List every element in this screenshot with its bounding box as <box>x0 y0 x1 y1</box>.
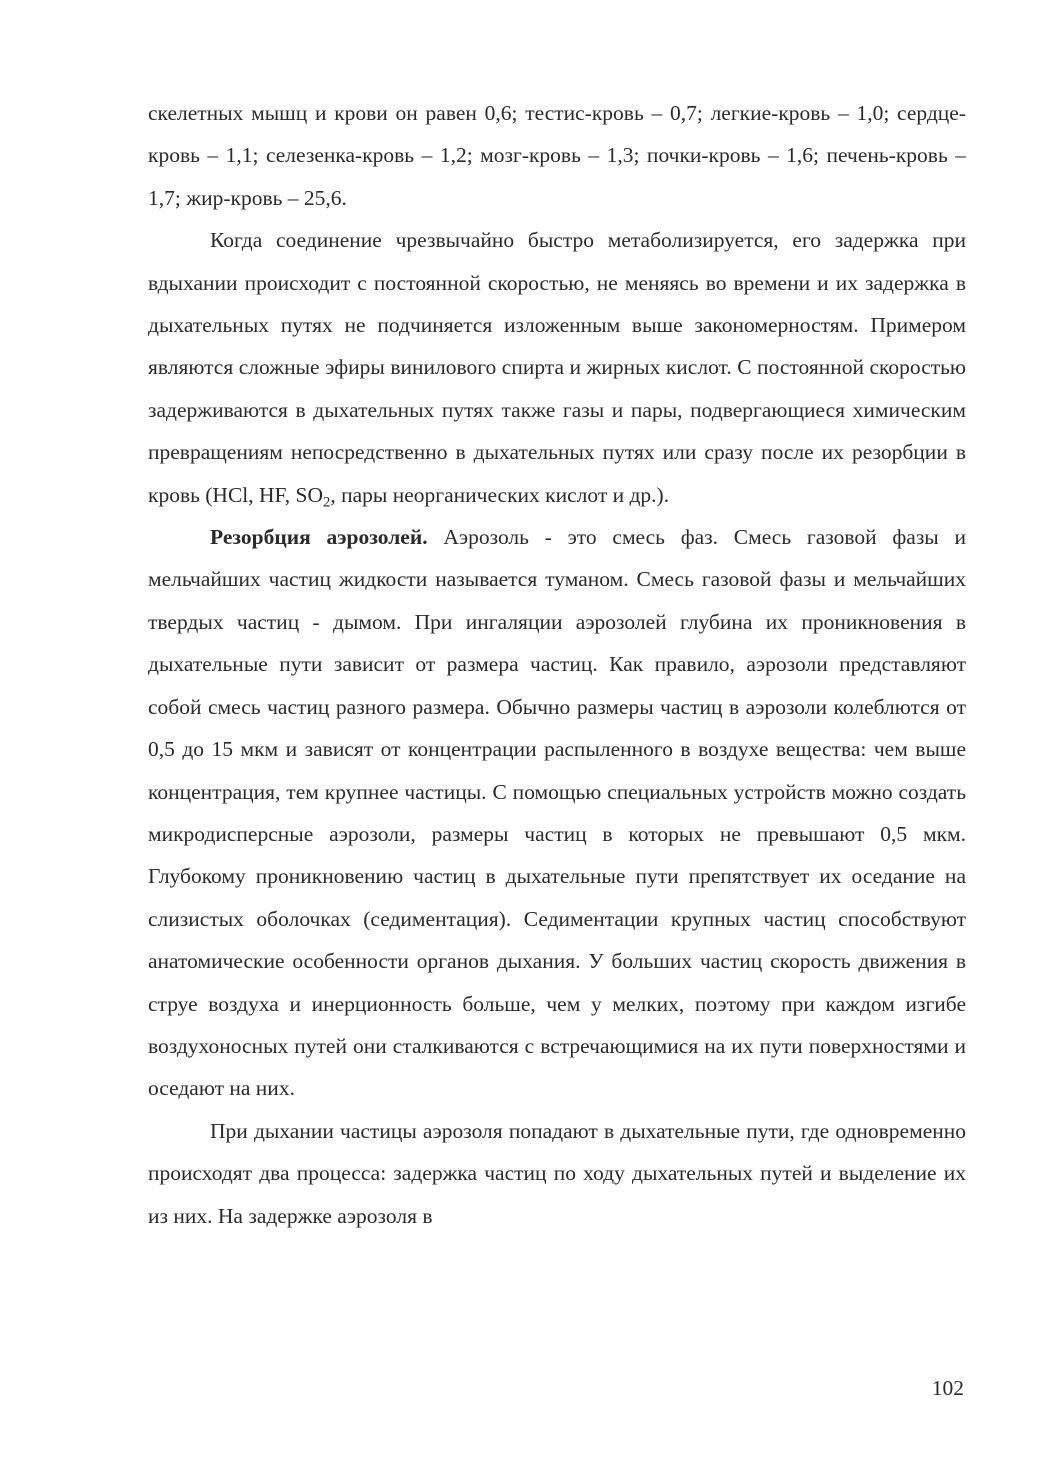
paragraph-aerosol-breathing: При дыхании частицы аэрозоля попадают в дыхательные пути, где одновременно происходят два процесса: задержка частиц по ходу дыхательных путей и выделение их из них. На задержке аэрозоля в <box>148 1118 966 1228</box>
page-number: 102 <box>931 1376 964 1400</box>
paragraph-fast-metabolism-tail: , пары неорганических кислот и др.). <box>330 482 670 507</box>
so2-subscript: 2 <box>323 494 331 511</box>
paragraph-organ-blood-coefficients: скелетных мышц и крови он равен 0,6; тестис-кровь – 0,7; легкие-кровь – 1,0; сердце-кровь – 1,1; селезенка-кровь – 1,2; мозг-кровь – 1,3; почки-кровь – 1,6; печень-кровь – 1,7; жир-кровь – 25,6. <box>148 101 966 210</box>
section-heading-aerosol-resorption: Резорбция аэрозолей. <box>210 525 428 550</box>
paragraph-fast-metabolism <box>148 219 966 516</box>
paragraph-aerosol-resorption <box>148 516 966 1110</box>
page-body <box>148 92 966 1237</box>
paragraph-aerosol-resorption-text: Аэрозоль - это смесь фаз. Смесь газовой фазы и мельчайших частиц жидкости называется туманом. Смесь газовой фазы и мельчайших твердых частиц - дымом. При ингаляции аэрозолей глубина их проникновения в дыхательные пути зависит от размера частиц. Как правило, аэрозоли представляют собой смесь частиц разного размера. Обычно размеры частиц в аэрозоли колеблются от 0,5 до 15 мкм и зависят от концентрации распыленного в воздухе вещества: чем выше концентрация, тем крупнее частицы. С помощью специальных устройств можно создать микродисперсные аэрозоли, размеры частиц в которых не превышают 0,5 мкм. Глубокому проникновению частиц в дыхательные пути препятствует их оседание на слизистых оболочках (седиментация). Седиментации крупных частиц способствуют анатомические особенности органов дыхания. У больших частиц скорость движения в струе воздуха и инерционность больше, чем у мелких, поэтому при каждом изгибе воздухоносных путей они сталкиваются с встречающимися на их пути поверхностями и оседают на них. <box>148 525 966 1101</box>
paragraph-fast-metabolism-text: Когда соединение чрезвычайно быстро метаболизируется, его задержка при вдыхании происходит с постоянной скоростью, не меняясь во времени и их задержка в дыхательных путях не подчиняется изложенным выше закономерностям. Примером являются сложные эфиры винилового спирта и жирных кислот. С постоянной скоростью задерживаются в дыхательных путях также газы и пары, подвергающиеся химическим превращениям непосредственно в дыхательных путях или сразу после их резорбции в кровь (HCl, HF, SO <box>148 228 966 507</box>
